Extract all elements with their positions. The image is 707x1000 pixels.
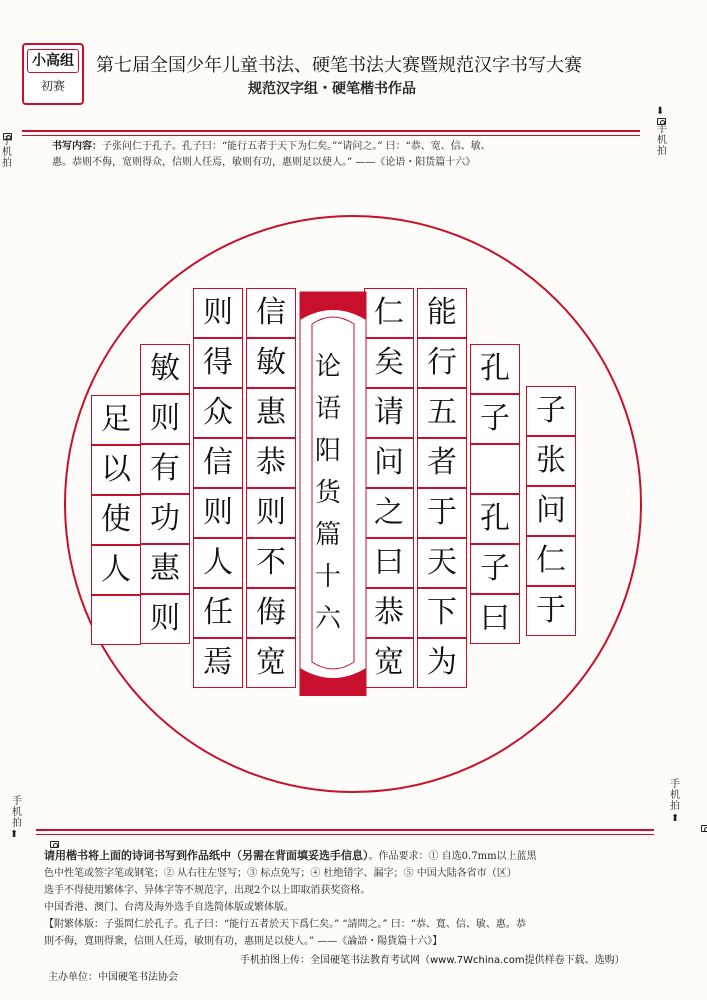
grid-cell: 惠 xyxy=(140,544,190,594)
grid-cell: 足 xyxy=(91,395,141,445)
signature-char: 论 xyxy=(314,352,341,382)
grid-cell: 宽 xyxy=(364,638,414,688)
side-label-top-right: 手机拍 xyxy=(657,124,667,157)
grid-cell: 敏 xyxy=(246,338,296,388)
grid-cell: 众 xyxy=(193,388,243,438)
grid-cell: 任 xyxy=(193,588,243,638)
grid-cell: 恭 xyxy=(246,438,296,488)
signature-char: 语 xyxy=(314,394,341,424)
grid-cell: 则 xyxy=(193,288,243,338)
grid-cell: 则 xyxy=(140,594,190,644)
grid-cell: 功 xyxy=(140,494,190,544)
side-label-top-left: 手机拍 xyxy=(2,136,12,169)
grid-cell: 宽 xyxy=(246,638,296,688)
organizer: 主办单位：中国硬笔书法协会 xyxy=(48,972,178,983)
grid-cell: 信 xyxy=(193,438,243,488)
grid-cell: 问 xyxy=(364,438,414,488)
grid-cell: 则 xyxy=(140,394,190,444)
instructions-req-3: 选手不得使用繁体字、异体字等不规范字，出现2个以上即取消获奖资格。 xyxy=(44,885,371,896)
grid-cell: 则 xyxy=(193,488,243,538)
grid-cell: 恭 xyxy=(364,588,414,638)
grid-cell: 侮 xyxy=(246,588,296,638)
content-label: 书写内容： xyxy=(52,141,102,152)
upload-info: 手机拍图上传：全国硬笔书法教育考试网（www.7Wchina.com提供样卷下载、选购） xyxy=(240,955,625,966)
signature-char: 货 xyxy=(314,478,341,508)
signature-text xyxy=(314,346,342,640)
content-text-line1: 子张问仁于孔子。孔子曰：“能行五者于天下为仁矣。”“请问之。” 曰：“恭、宽、信、敏、 xyxy=(102,141,491,152)
grid-cell: 则 xyxy=(246,488,296,538)
page-title: 第七届全国少年儿童书法、硬笔书法大赛暨规范汉字书写大赛 xyxy=(96,55,582,76)
grid-cell: 人 xyxy=(193,538,243,588)
instructions-lead: 请用楷书将上面的诗词书写到作品纸中（另需在背面填妥选手信息） xyxy=(44,849,369,862)
grid-cell: 曰 xyxy=(470,594,520,644)
grid-cell: 问 xyxy=(526,486,576,536)
grid-cell: 孔 xyxy=(470,344,520,394)
grid-cell: 者 xyxy=(417,438,467,488)
page-subtitle: 规范汉字组・硬笔楷书作品 xyxy=(248,81,416,97)
grid-cell: 之 xyxy=(364,488,414,538)
instructions-req-1: 。作品要求：① 自选0.7mm以上蓝黑 xyxy=(368,851,537,862)
bottom-rule xyxy=(36,829,654,831)
grid-cell: 五 xyxy=(417,388,467,438)
grid-cell: 子 xyxy=(526,386,576,436)
instructions-req-4: 中国香港、澳门、台湾及海外选手自选简体版或繁体版。 xyxy=(44,902,294,913)
grid-cell: 天 xyxy=(417,538,467,588)
grid-cell: 人 xyxy=(91,545,141,595)
grid-cell: 矣 xyxy=(364,338,414,388)
round-label: 初赛 xyxy=(40,79,65,93)
grid-cell: 使 xyxy=(91,495,141,545)
side-label-bottom-left: 手机拍 xyxy=(12,796,22,829)
signature-char: 六 xyxy=(314,604,341,634)
grid-cell: 能 xyxy=(417,288,467,338)
grid-cell: 孔 xyxy=(470,494,520,544)
grid-cell: 为 xyxy=(417,638,467,688)
side-label-bottom-right: 手机拍 xyxy=(670,779,680,812)
grid-cell: 张 xyxy=(526,436,576,486)
signature-char: 十 xyxy=(314,562,341,592)
bottom-rule-thin xyxy=(36,834,654,835)
content-text-line2: 惠。恭则不侮，宽则得众，信则人任焉，敏则有功，惠则足以使人。” ——《论语・阳货篇十六》 xyxy=(52,157,476,168)
traditional-line-1: 【附繁体版：子張問仁於孔子。孔子曰：“能行五者於天下爲仁矣。” “請問之。” 曰：“恭、寬、信、敏、惠。恭 xyxy=(44,919,526,930)
grid-cell: 敏 xyxy=(140,344,190,394)
grid-cell xyxy=(91,595,141,645)
grid-cell: 请 xyxy=(364,388,414,438)
traditional-line-2: 則不侮，寬則得衆，信則人任焉，敏則有功，惠則足以使人。” ——《論語・陽貨篇十六》】 xyxy=(44,936,443,947)
grid-cell: 子 xyxy=(470,544,520,594)
grid-cell: 仁 xyxy=(526,536,576,586)
grid-cell: 子 xyxy=(470,394,520,444)
group-label: 小高组 xyxy=(27,49,79,73)
grid-cell: 于 xyxy=(417,488,467,538)
instructions-req-2: 色中性笔或签字笔或钢笔；② 从右往左竖写；③ 标点免写；④ 杜绝错字、漏字；⑤ 中国大陆各省市（区） xyxy=(44,868,517,879)
signature-char: 篇 xyxy=(314,520,341,550)
grid-cell: 焉 xyxy=(193,638,243,688)
grid-cell: 有 xyxy=(140,444,190,494)
grid-cell: 得 xyxy=(193,338,243,388)
grid-cell: 行 xyxy=(417,338,467,388)
grid-cell: 信 xyxy=(246,288,296,338)
camera-icon xyxy=(701,825,707,832)
arrow-up-icon: ⬆ xyxy=(671,813,680,824)
grid-cell: 于 xyxy=(526,586,576,636)
grid-cell: 曰 xyxy=(364,538,414,588)
grid-cell xyxy=(470,444,520,494)
signature-char: 阳 xyxy=(314,436,341,466)
grid-cell: 以 xyxy=(91,445,141,495)
grid-cell: 不 xyxy=(246,538,296,588)
instructions xyxy=(44,847,664,950)
arrow-up-icon: ⬆ xyxy=(10,829,19,840)
grid-cell: 惠 xyxy=(246,388,296,438)
arrow-down-icon: ⬇ xyxy=(656,106,665,117)
grid-cell: 仁 xyxy=(364,288,414,338)
grid-cell: 下 xyxy=(417,588,467,638)
